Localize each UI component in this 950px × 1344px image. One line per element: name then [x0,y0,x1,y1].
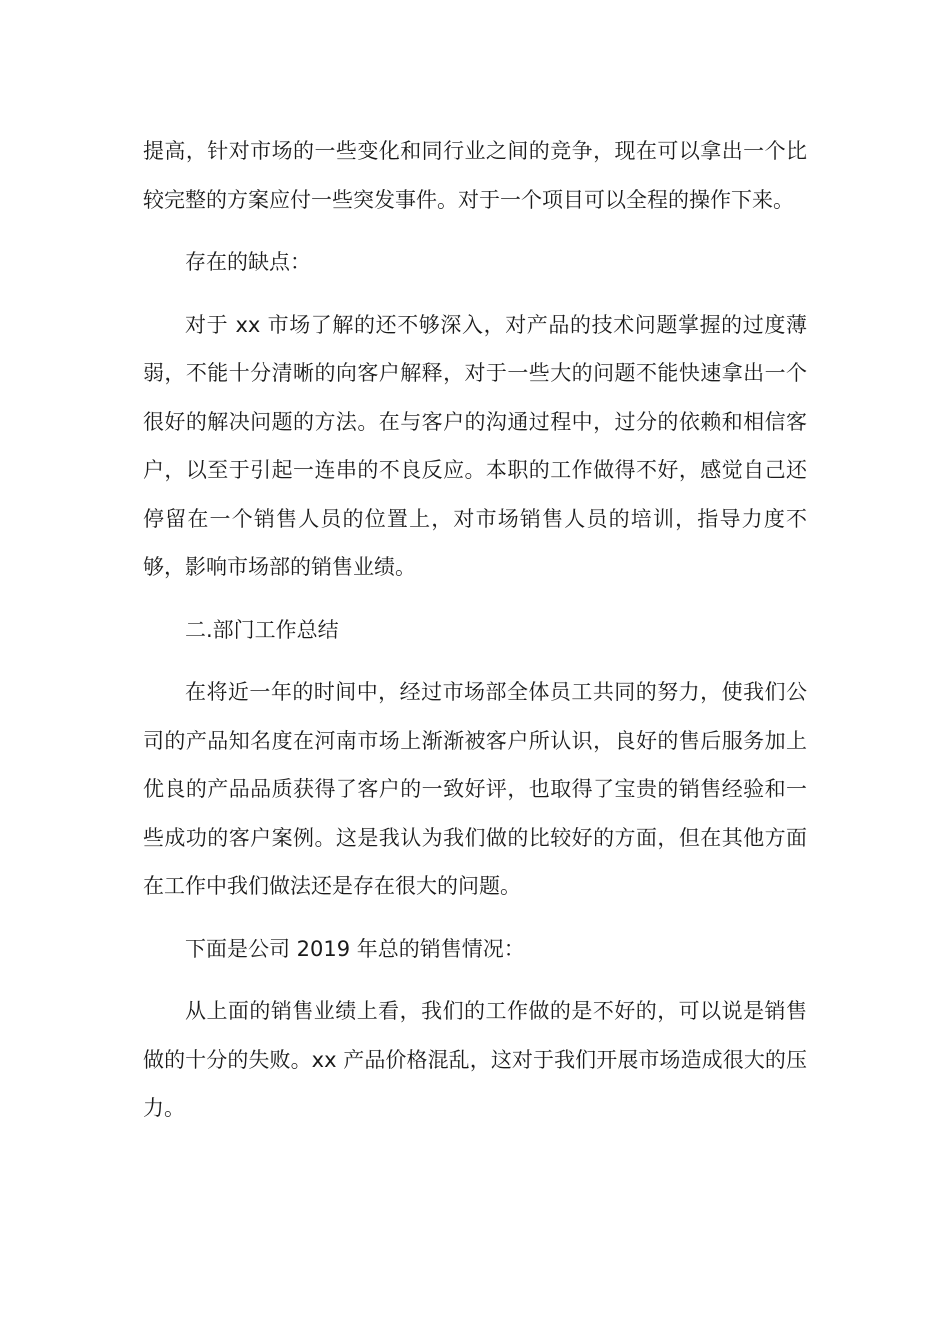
document-body [143,127,807,1147]
paragraph-continuation: 提高，针对市场的一些变化和同行业之间的竞争，现在可以拿出一个比较完整的方案应付一些突发事件。对于一个项目可以全程的操作下来。 [143,139,807,212]
paragraph-department-summary: 在将近一年的时间中，经过市场部全体员工共同的努力，使我们公司的产品知名度在河南市场上渐渐被客户所认识，良好的售后服务加上优良的产品品质获得了客户的一致好评，也取得了宝贵的销售经验和一些成功的客户案例。这是我认为我们做的比较好的方面，但在其他方面在工作中我们做法还是存在很大的问题。 [143,680,807,898]
paragraph-sales-assessment: 从上面的销售业绩上看，我们的工作做的是不好的，可以说是销售做的十分的失败。xx 产品价格混乱，这对于我们开展市场造成很大的压力。 [143,999,807,1120]
paragraph-shortcomings-heading: 存在的缺点： [185,250,311,274]
section-heading-department-summary: 二.部门工作总结 [185,617,339,642]
paragraph-sales-intro: 下面是公司 2019 年总的销售情况： [185,936,525,961]
paragraph-shortcomings: 对于 xx 市场了解的还不够深入，对产品的技术问题掌握的过度薄弱，不能十分清晰的向客户解释，对于一些大的问题不能快速拿出一个很好的解决问题的方法。在与客户的沟通过程中，过分的依赖和相信客户，以至于引起一连串的不良反应。本职的工作做得不好，感觉自己还停留在一个销售人员的位置上，对市场销售人员的培训，指导力度不够，影响市场部的销售业绩。 [143,312,807,579]
